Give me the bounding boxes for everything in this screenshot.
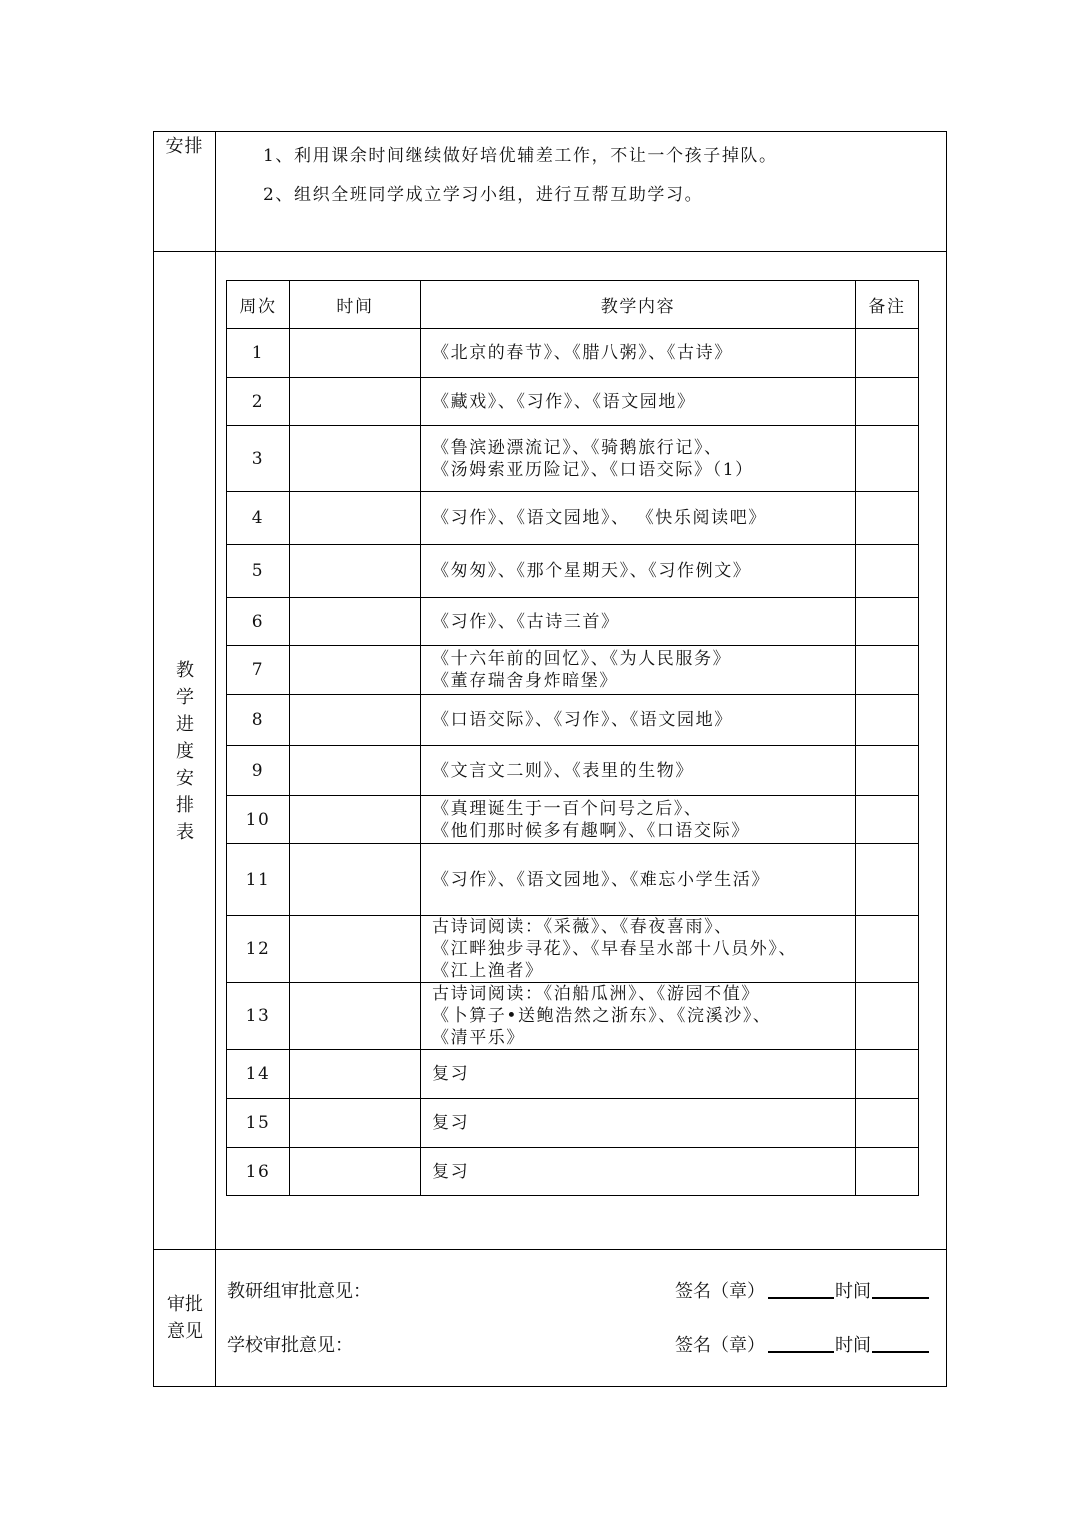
content-cell: [421, 796, 856, 844]
signature-block: [675, 1277, 929, 1307]
signature-blank: [768, 1351, 834, 1353]
content-cell: [421, 545, 856, 598]
note-cell: [856, 378, 919, 426]
week-cell: 11: [227, 844, 290, 916]
time-cell: [290, 746, 421, 796]
content-line: 《匆匆》、《那个星期天》、《习作例文》: [432, 561, 752, 581]
schedule-label-cell: [153, 251, 216, 1250]
week-cell: 6: [227, 598, 290, 646]
approval-body-cell: [215, 1249, 947, 1387]
schedule-row: [227, 844, 919, 916]
note-cell: [856, 1099, 919, 1148]
note-cell: [856, 796, 919, 844]
header-row: [227, 281, 919, 329]
time-cell: [290, 492, 421, 545]
note-cell: [856, 983, 919, 1050]
week-cell: 13: [227, 983, 290, 1050]
content-line: 《真理诞生于一百个问号之后》、: [432, 798, 703, 819]
plan-body-cell: [215, 131, 947, 252]
approval-entry-label: 教研组审批意见：: [227, 1281, 371, 1302]
time-cell: [290, 1050, 421, 1099]
time-cell: [290, 646, 421, 695]
content-line: 古诗词阅读：《采薇》、《春夜喜雨》、: [432, 917, 733, 937]
content-line: 《鲁滨逊漂流记》、《骑鹅旅行记》、: [432, 437, 723, 458]
content-line: 复习: [432, 1064, 470, 1084]
week-cell: 14: [227, 1050, 290, 1099]
week-cell: 2: [227, 378, 290, 426]
content-cell: [421, 329, 856, 378]
content-line: 《藏戏》、《习作》、《语文园地》: [432, 391, 696, 412]
signature-blank: [768, 1297, 834, 1299]
content-line: 《口语交际》、《习作》、《语文园地》: [432, 710, 733, 730]
week-cell: 1: [227, 329, 290, 378]
signature-block: [675, 1331, 929, 1361]
schedule-row: [227, 746, 919, 796]
schedule-row: [227, 695, 919, 746]
content-line: 《江上渔者》: [432, 961, 544, 981]
column-header-time: 时间: [290, 281, 421, 329]
content-cell: [421, 646, 856, 695]
schedule-label: 教学进度安排表: [176, 660, 194, 843]
plan-label: 安排: [165, 136, 204, 157]
column-header-content: 教学内容: [421, 281, 856, 329]
content-line: 《清平乐》: [432, 1028, 525, 1048]
schedule-row: [227, 796, 919, 844]
time-cell: [290, 844, 421, 916]
time-blank: [872, 1297, 929, 1299]
content-cell: [421, 695, 856, 746]
schedule-row: [227, 1099, 919, 1148]
note-cell: [856, 746, 919, 796]
plan-item: 2、组织全班同学成立学习小组，进行互帮互助学习。: [263, 185, 704, 205]
time-cell: [290, 545, 421, 598]
column-header-week: 周次: [227, 281, 290, 329]
week-cell: 9: [227, 746, 290, 796]
approval-entry-school: [227, 1331, 931, 1361]
content-line: 《北京的春节》、《腊八粥》、《古诗》: [432, 343, 733, 363]
content-cell: [421, 426, 856, 492]
schedule-row: [227, 1050, 919, 1099]
time-cell: [290, 1148, 421, 1196]
content-line: 复习: [432, 1113, 470, 1133]
content-line: 《习作》、《古诗三首》: [432, 611, 620, 632]
time-blank: [872, 1351, 929, 1353]
week-cell: 12: [227, 916, 290, 983]
time-cell: [290, 1099, 421, 1148]
content-line: 《习作》、《语文园地》、《难忘小学生活》: [432, 869, 770, 890]
content-cell: [421, 492, 856, 545]
content-cell: [421, 378, 856, 426]
approval-entry-label: 学校审批意见：: [227, 1335, 353, 1356]
signature-label: 签名（章）: [675, 1335, 765, 1356]
schedule-row: [227, 916, 919, 983]
approval-label-cell: [153, 1249, 216, 1387]
content-cell: [421, 983, 856, 1050]
time-cell: [290, 329, 421, 378]
schedule-row: [227, 646, 919, 695]
time-cell: [290, 378, 421, 426]
note-cell: [856, 646, 919, 695]
content-cell: [421, 1050, 856, 1099]
note-cell: [856, 916, 919, 983]
time-cell: [290, 916, 421, 983]
week-cell: 7: [227, 646, 290, 695]
content-line: 复习: [432, 1161, 470, 1182]
schedule-row: [227, 983, 919, 1050]
schedule-table: [226, 280, 919, 1196]
week-cell: 8: [227, 695, 290, 746]
week-cell: 10: [227, 796, 290, 844]
time-cell: [290, 695, 421, 746]
note-cell: [856, 492, 919, 545]
note-cell: [856, 329, 919, 378]
schedule-row: [227, 492, 919, 545]
plan-item: 1、利用课余时间继续做好培优辅差工作，不让一个孩子掉队。: [263, 146, 778, 166]
schedule-row: [227, 598, 919, 646]
note-cell: [856, 695, 919, 746]
schedule-body-cell: [215, 251, 947, 1250]
signature-label: 签名（章）: [675, 1281, 765, 1302]
note-cell: [856, 545, 919, 598]
schedule-row: [227, 1148, 919, 1196]
note-cell: [856, 1148, 919, 1196]
schedule-row: [227, 378, 919, 426]
content-cell: [421, 1148, 856, 1196]
plan-list: [216, 132, 946, 215]
time-cell: [290, 983, 421, 1050]
week-cell: 5: [227, 545, 290, 598]
approval-label: 审批意见: [167, 1294, 203, 1342]
content-line: 《十六年前的回忆》、《为人民服务》: [432, 649, 732, 669]
content-cell: [421, 844, 856, 916]
week-cell: 4: [227, 492, 290, 545]
plan-label-cell: [153, 131, 216, 252]
content-cell: [421, 746, 856, 796]
content-line: 古诗词阅读：《泊船瓜洲》、《游园不值》: [432, 984, 760, 1004]
schedule-row: [227, 545, 919, 598]
schedule-row: [227, 426, 919, 492]
time-cell: [290, 426, 421, 492]
note-cell: [856, 426, 919, 492]
week-cell: 15: [227, 1099, 290, 1148]
note-cell: [856, 1050, 919, 1099]
approval-entry-teaching-group: [227, 1277, 931, 1307]
column-header-note: 备注: [856, 281, 919, 329]
content-cell: [421, 598, 856, 646]
content-line: 《习作》、《语文园地》、 《快乐阅读吧》: [432, 508, 767, 528]
note-cell: [856, 844, 919, 916]
schedule-row: [227, 329, 919, 378]
content-line: 《董存瑞舍身炸暗堡》: [432, 671, 618, 691]
time-label: 时间: [835, 1335, 871, 1356]
content-line: 《他们那时候多有趣啊》、《口语交际》: [432, 820, 750, 841]
content-cell: [421, 916, 856, 983]
note-cell: [856, 598, 919, 646]
content-line: 《江畔独步寻花》、《早春呈水部十八员外》、: [432, 939, 798, 959]
time-cell: [290, 598, 421, 646]
content-line: 《文言文二则》、《表里的生物》: [432, 760, 694, 781]
time-label: 时间: [835, 1281, 871, 1302]
week-cell: 16: [227, 1148, 290, 1196]
content-line: 《卜算子•送鲍浩然之浙东》、《浣溪沙》、: [432, 1006, 772, 1026]
week-cell: 3: [227, 426, 290, 492]
content-line: 《汤姆索亚历险记》、《口语交际》（1）: [432, 459, 754, 480]
content-cell: [421, 1099, 856, 1148]
time-cell: [290, 796, 421, 844]
